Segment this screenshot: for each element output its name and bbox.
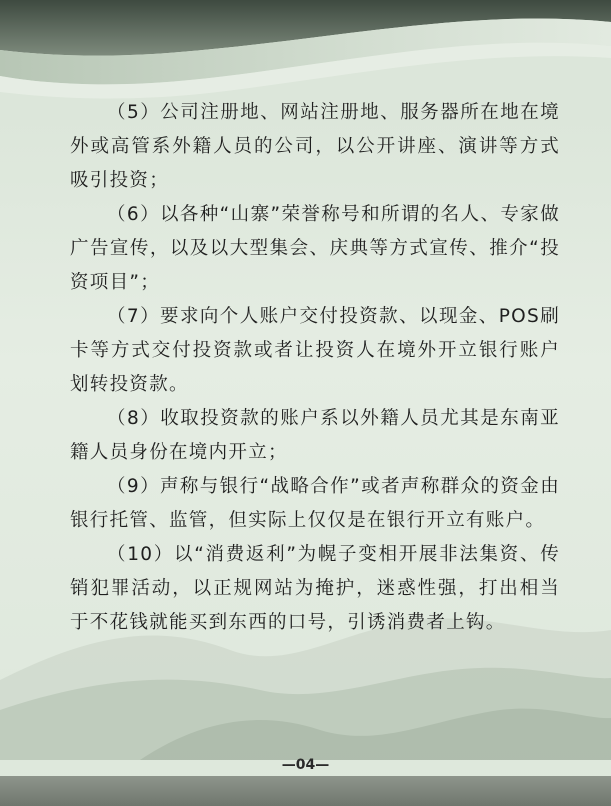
paragraph-9: （9）声称与银行“战略合作”或者声称群众的资金由银行托管、监管，但实际上仅仅是在银行开立有账户。	[70, 476, 560, 531]
body-text	[70, 96, 560, 640]
page-number: —04—	[281, 757, 330, 773]
paragraph-5: （5）公司注册地、网站注册地、服务器所在地在境外或高管系外籍人员的公司，以公开讲座、演讲等方式吸引投资；	[70, 102, 560, 191]
paragraph-7: （7）要求向个人账户交付投资款、以现金、POS刷卡等方式交付投资款或者让投资人在境外开立银行账户划转投资款。	[70, 306, 560, 395]
paragraph-10: （10）以“消费返利”为幌子变相开展非法集资、传销犯罪活动，以正规网站为掩护，迷惑性强，打出相当于不花钱就能买到东西的口号，引诱消费者上钩。	[70, 544, 560, 633]
decorative-header-band	[0, 0, 611, 110]
paragraph-8: （8）收取投资款的账户系以外籍人员尤其是东南亚籍人员身份在境内开立；	[70, 408, 560, 463]
paragraph-6: （6）以各种“山寨”荣誉称号和所谓的名人、专家做广告宣传，以及以大型集会、庆典等方式宣传、推介“投资项目”；	[70, 204, 560, 293]
footer-bar	[0, 776, 611, 806]
